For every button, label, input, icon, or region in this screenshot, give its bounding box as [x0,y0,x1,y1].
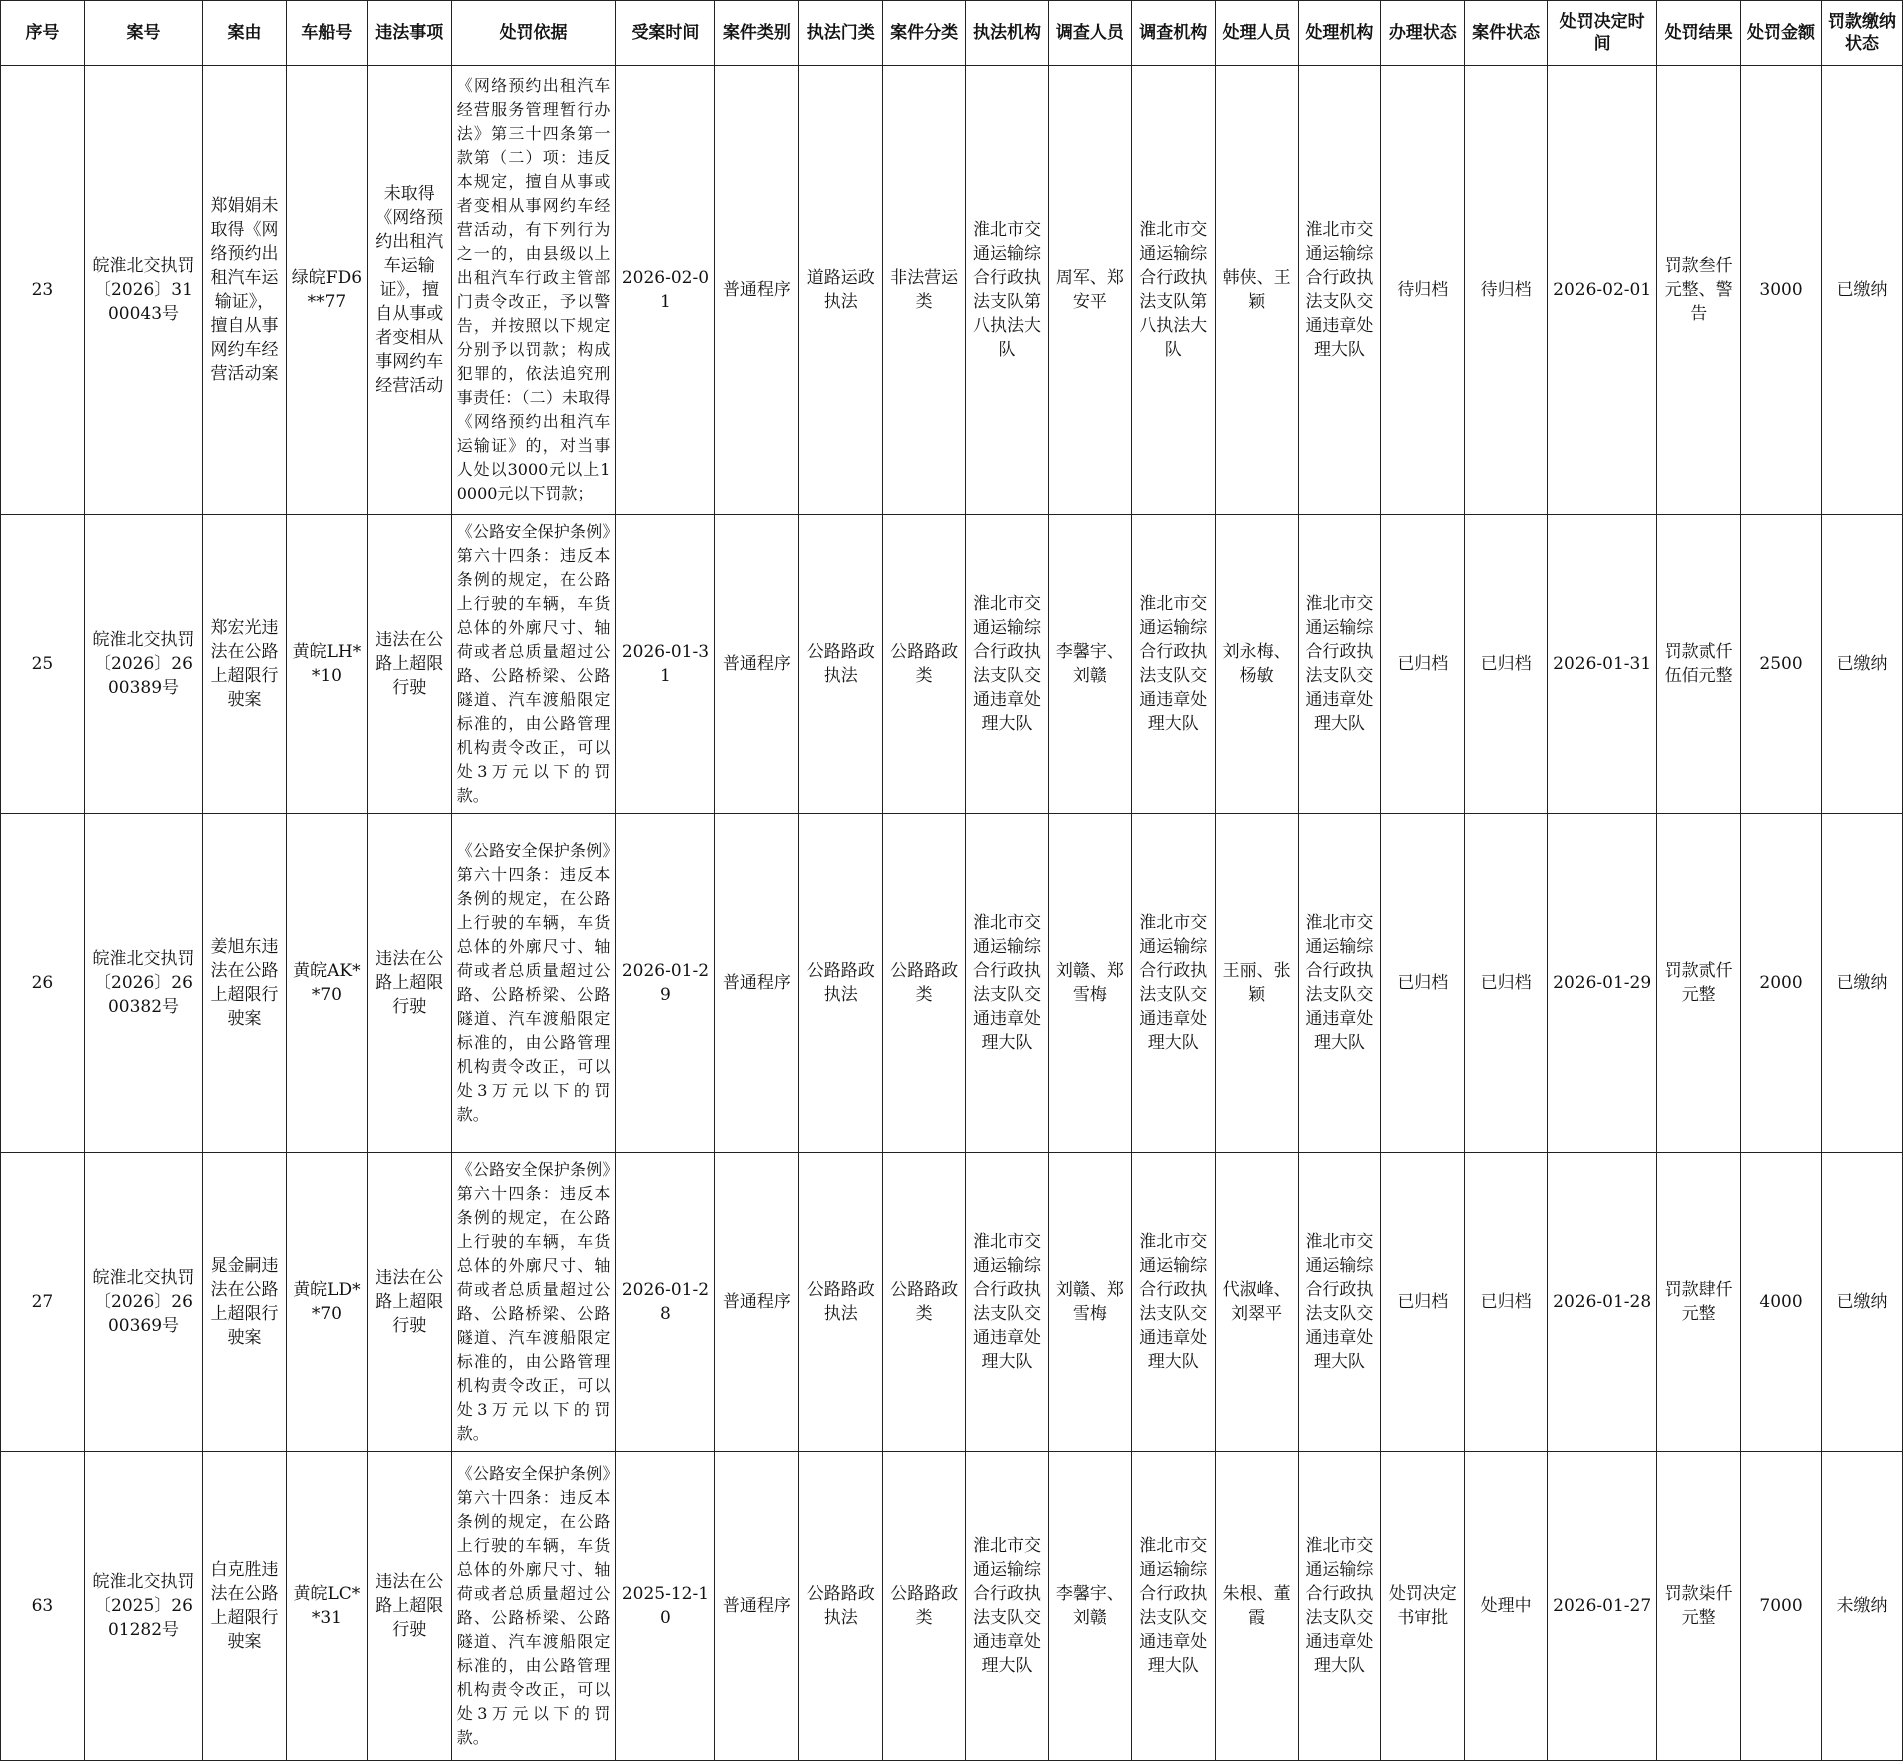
cell-handle-org: 淮北市交通运输综合行政执法支队交通违章处理大队 [1298,1153,1381,1452]
cell-category: 普通程序 [715,1153,799,1452]
cell-classification: 非法营运类 [883,66,966,515]
cell-case-status: 已归档 [1465,814,1548,1153]
table-row [1,515,1903,814]
cell-classification: 公路路政类 [883,1452,966,1761]
header-row [1,1,1903,66]
header-plate: 车船号 [286,1,367,66]
cell-handle-org: 淮北市交通运输综合行政执法支队交通违章处理大队 [1298,1452,1381,1761]
cell-accept-date: 2025-12-10 [616,1452,715,1761]
cell-result: 罚款叁仟元整、警告 [1657,66,1741,515]
cell-seq: 26 [1,814,85,1153]
cell-plate: 黄皖LD**70 [286,1153,367,1452]
cell-case-no: 皖淮北交执罚〔2025〕2601282号 [84,1452,202,1761]
cell-violation: 违法在公路上超限行驶 [367,515,451,814]
cell-proc-status: 已归档 [1381,814,1465,1153]
cell-category: 普通程序 [715,814,799,1153]
cell-case-no: 皖淮北交执罚〔2026〕2600369号 [84,1153,202,1452]
table-row [1,814,1903,1153]
table-row [1,1452,1903,1761]
cell-handle-org: 淮北市交通运输综合行政执法支队交通违章处理大队 [1298,515,1381,814]
cell-handle-org: 淮北市交通运输综合行政执法支队交通违章处理大队 [1298,66,1381,515]
cell-category: 普通程序 [715,1452,799,1761]
header-result: 处罚结果 [1657,1,1741,66]
header-handle-org: 处理机构 [1298,1,1381,66]
cell-investigators: 刘赣、郑雪梅 [1048,1153,1131,1452]
cell-invest-org: 淮北市交通运输综合行政执法支队交通违章处理大队 [1131,515,1215,814]
cell-basis: 《网络预约出租汽车经营服务管理暂行办法》第三十四条第一款第（二）项：违反本规定，擅自从事或者变相从事网约车经营活动，有下列行为之一的，由县级以上出租汽车行政主管部门责令改正，予以警告，并按照以下规定分别予以罚款；构成犯罪的，依法追究刑事责任：（二）未取得《网络预约出租汽车运输证》的，对当事人处以3000元以上10000元以下罚款； [451,66,616,515]
cell-pay-status: 已缴纳 [1821,66,1902,515]
header-basis: 处罚依据 [451,1,616,66]
cell-seq: 23 [1,66,85,515]
cell-enforce-type: 公路路政执法 [799,814,883,1153]
cell-classification: 公路路政类 [883,515,966,814]
cell-case-status: 处理中 [1465,1452,1548,1761]
header-category: 案件类别 [715,1,799,66]
header-case-no: 案号 [84,1,202,66]
cell-amount: 3000 [1741,66,1822,515]
cell-invest-org: 淮北市交通运输综合行政执法支队交通违章处理大队 [1131,1153,1215,1452]
cell-case-no: 皖淮北交执罚〔2026〕3100043号 [84,66,202,515]
cell-handlers: 代淑峰、刘翠平 [1215,1153,1298,1452]
cell-violation: 未取得《网络预约出租汽车运输证》，擅自从事或者变相从事网约车经营活动 [367,66,451,515]
cell-category: 普通程序 [715,515,799,814]
header-case-status: 案件状态 [1465,1,1548,66]
cell-amount: 2000 [1741,814,1822,1153]
cell-decision-date: 2026-01-28 [1548,1153,1657,1452]
header-investigators: 调查人员 [1048,1,1131,66]
cell-enforce-type: 公路路政执法 [799,1153,883,1452]
cell-classification: 公路路政类 [883,1153,966,1452]
cell-basis: 《公路安全保护条例》第六十四条：违反本条例的规定，在公路上行驶的车辆，车货总体的外廓尺寸、轴荷或者总质量超过公路、公路桥梁、公路隧道、汽车渡船限定标准的，由公路管理机构责令改正，可以处3万元以下的罚款。 [451,515,616,814]
cell-proc-status: 已归档 [1381,1153,1465,1452]
cell-seq: 63 [1,1452,85,1761]
header-handlers: 处理人员 [1215,1,1298,66]
cell-enforce-org: 淮北市交通运输综合行政执法支队交通违章处理大队 [966,1452,1049,1761]
cell-handlers: 朱根、董霞 [1215,1452,1298,1761]
cell-proc-status: 待归档 [1381,66,1465,515]
cell-basis: 《公路安全保护条例》第六十四条：违反本条例的规定，在公路上行驶的车辆，车货总体的外廓尺寸、轴荷或者总质量超过公路、公路桥梁、公路隧道、汽车渡船限定标准的，由公路管理机构责令改正，可以处3万元以下的罚款。 [451,814,616,1153]
cell-plate: 黄皖AK**70 [286,814,367,1153]
header-invest-org: 调查机构 [1131,1,1215,66]
cell-invest-org: 淮北市交通运输综合行政执法支队交通违章处理大队 [1131,814,1215,1153]
cell-invest-org: 淮北市交通运输综合行政执法支队第八执法大队 [1131,66,1215,515]
cell-accept-date: 2026-02-01 [616,66,715,515]
cell-accept-date: 2026-01-29 [616,814,715,1153]
cell-case-status: 已归档 [1465,1153,1548,1452]
cell-classification: 公路路政类 [883,814,966,1153]
cell-case-no: 皖淮北交执罚〔2026〕2600382号 [84,814,202,1153]
cell-enforce-type: 道路运政执法 [799,66,883,515]
cell-seq: 27 [1,1153,85,1452]
cell-violation: 违法在公路上超限行驶 [367,814,451,1153]
cell-pay-status: 已缴纳 [1821,1153,1902,1452]
header-accept-date: 受案时间 [616,1,715,66]
cell-handlers: 王丽、张颖 [1215,814,1298,1153]
cell-handlers: 韩侠、王颖 [1215,66,1298,515]
cell-result: 罚款柒仟元整 [1657,1452,1741,1761]
header-amount: 处罚金额 [1741,1,1822,66]
cell-enforce-org: 淮北市交通运输综合行政执法支队交通违章处理大队 [966,1153,1049,1452]
cell-decision-date: 2026-01-29 [1548,814,1657,1153]
cell-enforce-org: 淮北市交通运输综合行政执法支队第八执法大队 [966,66,1049,515]
table-row [1,1153,1903,1452]
cell-basis: 《公路安全保护条例》第六十四条：违反本条例的规定，在公路上行驶的车辆，车货总体的外廓尺寸、轴荷或者总质量超过公路、公路桥梁、公路隧道、汽车渡船限定标准的，由公路管理机构责令改正，可以处3万元以下的罚款。 [451,1452,616,1761]
cell-accept-date: 2026-01-31 [616,515,715,814]
cell-pay-status: 已缴纳 [1821,515,1902,814]
cell-seq: 25 [1,515,85,814]
cell-handlers: 刘永梅、杨敏 [1215,515,1298,814]
cell-decision-date: 2026-02-01 [1548,66,1657,515]
cell-proc-status: 已归档 [1381,515,1465,814]
cell-amount: 2500 [1741,515,1822,814]
cell-amount: 4000 [1741,1153,1822,1452]
cell-plate: 绿皖FD6**77 [286,66,367,515]
cell-result: 罚款贰仟元整 [1657,814,1741,1153]
cell-category: 普通程序 [715,66,799,515]
cell-cause: 晁金嗣违法在公路上超限行驶案 [203,1153,287,1452]
cell-handle-org: 淮北市交通运输综合行政执法支队交通违章处理大队 [1298,814,1381,1153]
cell-basis: 《公路安全保护条例》第六十四条：违反本条例的规定，在公路上行驶的车辆，车货总体的外廓尺寸、轴荷或者总质量超过公路、公路桥梁、公路隧道、汽车渡船限定标准的，由公路管理机构责令改正，可以处3万元以下的罚款。 [451,1153,616,1452]
header-decision-date: 处罚决定时间 [1548,1,1657,66]
cell-amount: 7000 [1741,1452,1822,1761]
cell-enforce-type: 公路路政执法 [799,515,883,814]
header-seq: 序号 [1,1,85,66]
cell-decision-date: 2026-01-27 [1548,1452,1657,1761]
cell-decision-date: 2026-01-31 [1548,515,1657,814]
cell-investigators: 李馨宇、刘赣 [1048,1452,1131,1761]
cell-result: 罚款贰仟伍佰元整 [1657,515,1741,814]
cell-enforce-org: 淮北市交通运输综合行政执法支队交通违章处理大队 [966,814,1049,1153]
cell-investigators: 李馨宇、刘赣 [1048,515,1131,814]
cell-plate: 黄皖LH**10 [286,515,367,814]
header-classification: 案件分类 [883,1,966,66]
cell-enforce-type: 公路路政执法 [799,1452,883,1761]
cell-cause: 姜旭东违法在公路上超限行驶案 [203,814,287,1153]
cell-pay-status: 已缴纳 [1821,814,1902,1153]
cell-violation: 违法在公路上超限行驶 [367,1153,451,1452]
cell-invest-org: 淮北市交通运输综合行政执法支队交通违章处理大队 [1131,1452,1215,1761]
header-enforce-type: 执法门类 [799,1,883,66]
table-row [1,66,1903,515]
cell-violation: 违法在公路上超限行驶 [367,1452,451,1761]
header-pay-status: 罚款缴纳状态 [1821,1,1902,66]
cell-proc-status: 处罚决定书审批 [1381,1452,1465,1761]
header-violation: 违法事项 [367,1,451,66]
cell-accept-date: 2026-01-28 [616,1153,715,1452]
header-enforce-org: 执法机构 [966,1,1049,66]
cell-cause: 白克胜违法在公路上超限行驶案 [203,1452,287,1761]
header-proc-status: 办理状态 [1381,1,1465,66]
cell-case-status: 待归档 [1465,66,1548,515]
cell-result: 罚款肆仟元整 [1657,1153,1741,1452]
cell-plate: 黄皖LC**31 [286,1452,367,1761]
cell-pay-status: 未缴纳 [1821,1452,1902,1761]
cell-case-no: 皖淮北交执罚〔2026〕2600389号 [84,515,202,814]
cell-cause: 郑娟娟未取得《网络预约出租汽车运输证》，擅自从事网约车经营活动案 [203,66,287,515]
header-cause: 案由 [203,1,287,66]
cell-investigators: 刘赣、郑雪梅 [1048,814,1131,1153]
cell-enforce-org: 淮北市交通运输综合行政执法支队交通违章处理大队 [966,515,1049,814]
cell-investigators: 周军、郑安平 [1048,66,1131,515]
cell-cause: 郑宏光违法在公路上超限行驶案 [203,515,287,814]
cell-case-status: 已归档 [1465,515,1548,814]
